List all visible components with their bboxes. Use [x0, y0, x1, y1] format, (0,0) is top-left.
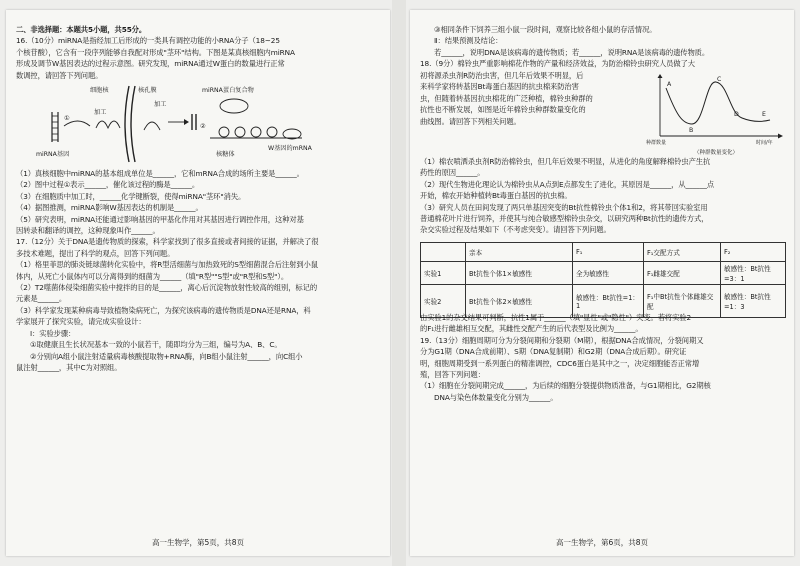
q17-line-7: （3）科学家发现某种病毒导致植物染病死亡，为探究该病毒的遗传物质是DNA还是RNA，科 [16, 305, 311, 315]
after-table-line-1: 由实验1的杂交结果可判断，抗性1属于______（填"显性"或"隐性"）突变。若将实验2 [420, 313, 692, 322]
q16-sub-4: （4）据图推测，miRNA影响W基因表达的机制是______。 [16, 203, 203, 213]
q17-line-3: （1）格里菲思的肺炎链球菌转化实验中，将R型活细菌与加热致死的S型细菌混合后注射到小鼠 [16, 260, 318, 270]
label-ribosome: 核糖体 [216, 151, 235, 158]
table-cell: F₁雌雄交配 [644, 262, 721, 285]
left-page [6, 10, 390, 556]
table-header-cell: F₁ [573, 243, 644, 262]
graph-point-a: A [667, 81, 672, 88]
q18-sub-6: 普通棉花叶片进行饲养，并使其与纯合敏感型棉铃虫杂交，以研究两种Bt抗性的遗传方式， [420, 214, 709, 224]
q17-experiment-heading: Ⅰ：实验步骤： [30, 328, 76, 338]
graph-y-label: 种群数量 [646, 140, 667, 146]
q17-step-2: ②分别向A组小鼠注射适量病毒核酸提取物+RNA酶，向B组小鼠注射______，向C组小 [30, 351, 303, 361]
label-mirna-complex: miRNA蛋白复合物 [202, 87, 254, 94]
population-curve-graph [646, 74, 786, 146]
table-cell: F₁中Bt抗性个体雌雄交配 [644, 285, 721, 318]
q17-step-1: ①取健康且生长状况基本一致的小鼠若干，随即均分为三组，编号为A、B、C。 [30, 340, 282, 350]
q16-sub-3: （3）在细胞质中加工时，______化学键断裂，使得miRNA"茎环"消失。 [16, 191, 246, 201]
q17-line-5: （2）T2噬菌体侵染细菌实验中搅拌的目的是______，离心后沉淀物放射性较高的组别，标记的 [16, 283, 318, 293]
ribosome-2 [235, 127, 245, 137]
mirna-process-diagram [34, 84, 334, 164]
hairpin-precursor [96, 121, 120, 128]
nucleus-membrane [125, 86, 129, 162]
q17-step-3-cont: ③相同条件下饲养三组小鼠一段时间，观察比较各组小鼠的存活情况。 [434, 25, 657, 34]
graph-point-b: B [689, 127, 694, 134]
table-cell: 实验1 [421, 262, 466, 285]
label-processing-1: 加工 [94, 109, 107, 116]
q18-line-5: 抗性也不断发展，如图是近年棉铃虫种群数量变化的 [420, 105, 586, 115]
q19-line-1: 19.（13分）细胞周期可分为分裂间期和分裂期（M期），根据DNA合成情况，分裂间期又 [420, 335, 704, 345]
q18-sub-7: 杂交实验过程及结果如下（不考虑突变）。请回答下列问题。 [420, 225, 611, 235]
q17-result-line: 若______，说明DNA是该病毒的遗传物质；若______，说明RNA是该病毒的遗传物质。 [434, 47, 710, 57]
page-gutter [392, 0, 406, 566]
left-page-text [16, 24, 382, 81]
label-mirna-gene: miRNA基因 [36, 151, 70, 158]
q18-sub-1: （1）棉农喷洒杀虫剂R防治棉铃虫，但几年后效果不明显，从进化的角度解释棉铃虫产生抗 [420, 157, 711, 166]
right-page-footer: 高一生物学，第6页，共8页 [555, 538, 649, 547]
q18-line-2: 初将源杀虫剂R防治虫害，但几年后效果不明显，后 [420, 71, 584, 80]
label-w-gene-mrna: W基因的mRNA [268, 145, 312, 152]
q18-line-1: 18.（9分）棉铃虫严重影响棉花作物的产量和经济效益，为防治棉铃虫研究人员做了大 [420, 59, 695, 69]
q16-sub-5: （5）研究表明，miRNA还能通过影响基因的甲基化作用对其基因进行调控作用，这种对基 [16, 214, 304, 224]
q18-line-4: 虫，但随着转基因抗虫棉花的广泛种植，棉铃虫种群的 [420, 93, 593, 103]
q18-sub-5: （3）研究人员在田间发现了两只单基因突变的Bt抗性棉铃虫个体1和2，将其带回实验室用 [420, 202, 708, 212]
q17-step-3: 鼠注射______，其中C为对照组。 [16, 362, 122, 372]
table-header-cell [421, 243, 466, 262]
label-nuclear-pore: 核孔膜 [138, 87, 157, 94]
table-header-cell: 亲本 [466, 243, 573, 262]
q16-line-1: 16.（10分）miRNA是指经加工后形成的一类具有调控功能的小RNA分子（18~25 [16, 36, 280, 46]
ribosome-3 [251, 127, 261, 137]
q16-sub-6: 因转录和翻译的调控，这种现象叫作______。 [16, 226, 160, 236]
label-process-2: ② [200, 123, 206, 130]
table-header-cell: F₂ [721, 243, 786, 262]
q18-sub-4: 开始，棉农开始种植转Bt毒蛋白基因的抗虫棉。 [420, 191, 572, 201]
q16-line-4: 数调控，请回答下列问题。 [16, 70, 103, 80]
q16-sub-1: （1）真核细胞中miRNA的基本组成单位是______，它和mRNA合成的场所主要是______。 [16, 169, 304, 178]
label-processing-2: 加工 [154, 101, 167, 108]
q18-wrapped-text [420, 70, 644, 127]
graph-x-label: 时间/年 [756, 140, 773, 146]
exported-hairpin [144, 122, 160, 130]
population-curve [666, 82, 770, 124]
ribosome-4 [267, 127, 277, 137]
label-nucleus: 细胞核 [90, 87, 109, 94]
left-page-footer: 高一生物学，第5页，共8页 [151, 538, 245, 547]
cross-experiment-table [420, 242, 786, 318]
table-cell: Bt抗性个体1×敏感性 [466, 262, 573, 285]
table-cell: Bt抗性个体2×敏感性 [466, 285, 573, 318]
graph-point-e: E [762, 111, 766, 118]
table-cell: 敏感性：Bt抗性=3：1 [721, 262, 786, 285]
q17-line-6: 元素是______。 [16, 294, 67, 304]
q19-line-3: 明，细胞周期受到一系列蛋白的精准调控，CDC6蛋白是其中之一，决定细胞能否正常增 [420, 358, 700, 368]
graph-point-c: C [717, 76, 722, 83]
mirna-protein-complex [220, 99, 248, 113]
q18-sub-3: （2）现代生物进化理论认为棉铃虫从A点到E点都发生了进化，其原因是______，从______点 [420, 179, 715, 189]
table-cell: 全为敏感性 [573, 262, 644, 285]
q19-line-5: （1）细胞在分裂间期完成______，为后续的细胞分裂提供物质准备，与G1期相比，G2期核 [420, 381, 711, 391]
q17-line-4: 体内，从死亡小鼠体内可以分离得到的细菌为______（填"R型""S型"或"R型和S型"）。 [16, 271, 289, 281]
table-cell: 实验2 [421, 285, 466, 318]
table-row [421, 262, 786, 285]
table-header-row [421, 243, 786, 262]
q17-line-8: 学家展开了探究实验，请完成实验设计： [16, 317, 146, 327]
q17-line-2: 多技术难题，提出了科学的观点，回答下列问题。 [16, 248, 175, 258]
q16-subquestions [16, 168, 382, 373]
right-page-text-bottom [420, 312, 786, 403]
q19-line-2: 分为G1期（DNA合成前期）、S期（DNA复制期）和G2期（DNA合成后期）。研究证 [420, 347, 687, 357]
q16-sub-2: （2）图中过程①表示______，催化该过程的酶是______。 [16, 180, 200, 190]
q18-sub-2: 药性的原因______。 [420, 168, 485, 178]
ribosome-1 [219, 127, 229, 137]
section-heading: 二、非选择题：本题共5小题，共55分。 [16, 25, 147, 34]
after-table-line-2: 的F₁进行雌雄相互交配，其雌性交配产生的后代表型及比例为______。 [420, 324, 643, 334]
q18-line-3: 来科学家将转基因Bt毒蛋白基因的抗虫棉来防治害 [420, 82, 579, 92]
mirna-gene-dna [52, 112, 58, 142]
q18-subquestions [420, 156, 786, 236]
table-cell: 敏感性：Bt抗性=1：1 [573, 285, 644, 318]
graph-point-d: D [734, 111, 739, 118]
q19-line-6: DNA与染色体数量变化分别为______。 [434, 392, 558, 402]
q17-line-1: 17.（12分）关于DNA是遗传物质的探索，科学家找到了很多直接或者间接的证据，并解决了很 [16, 237, 319, 247]
q18-line-6: 曲线图。请回答下列相关问题。 [420, 116, 521, 126]
q16-line-2: 个核苷酸），它含有一段序列能够自我配对形成"茎环"结构。下图是某真核细胞内miRNA [16, 47, 295, 57]
q16-line-3: 形成及调节W基因表达的过程示意图。研究发现，miRNA通过W蛋白的数量进行正常 [16, 59, 285, 69]
table-cell: 敏感性：Bt抗性=1：3 [721, 285, 786, 318]
right-page [410, 10, 794, 556]
table-header-cell: F₁交配方式 [644, 243, 721, 262]
right-page-text-top [420, 24, 786, 70]
q17-result-heading: Ⅱ：结果预测及结论： [434, 36, 503, 46]
q19-line-4: 殖，回答下列问题： [420, 370, 485, 380]
label-process-1: ① [64, 115, 70, 122]
graph-caption: （种群数量变化） [693, 150, 738, 156]
